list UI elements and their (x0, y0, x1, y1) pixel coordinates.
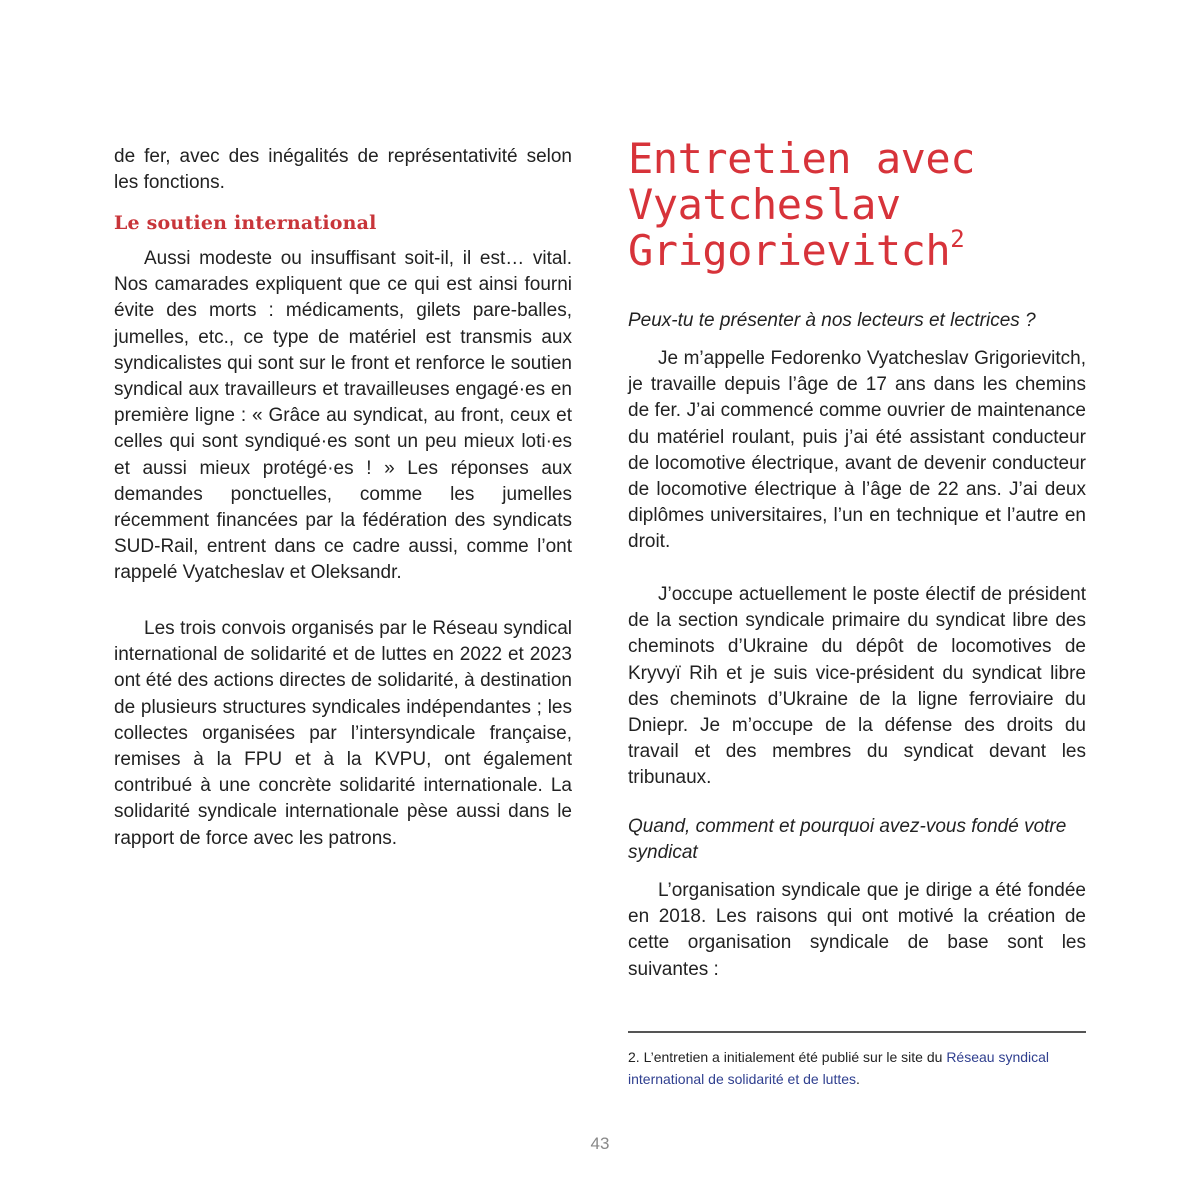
answer-1-paragraph-2: J’occupe actuellement le poste électif de président de la section syndicale primaire du syndicat libre des cheminots d’Ukraine du dépôt de locomotives de Kryvyï Rih et je suis vice-président du syndicat libre des cheminots d’Ukraine de la ligne ferroviaire du Dniepr. Je m’occupe de la défense des droits du travail et des membres du syndicat devant les tribunaux. (628, 584, 1086, 789)
footnote-link[interactable]: Réseau syndical international de solidarité et de luttes (628, 1049, 1050, 1087)
footnote-end: . (856, 1071, 860, 1087)
title-line-2: Vyatcheslav (628, 180, 901, 229)
title-line-1: Entretien avec (628, 134, 976, 183)
paragraph-international-support: Aussi modeste ou insuffisant soit-il, il est… vital. Nos camarades expliquent que ce qui est ainsi fourni évite des morts : médicaments, gilets pare-balles, jumelles, etc., ce type de matériel est transmis aux syndicalistes qui sont sur le front et renforce le soutien syndical aux travailleurs et travailleuses engagé·es en première ligne : « Grâce au syndicat, au front, ceux et celles qui sont syndiqué·es sont un peu mieux loti·es et aussi mieux protégé·es ! » Les réponses aux demandes ponctuelles, comme les jumelles récemment financées par la fédération des syndicats SUD-Rail, entrent dans ce cadre aussi, comme l’ont rappelé Vyatcheslav et Oleksandr. (114, 248, 572, 584)
paragraph-intro: de fer, avec des inégalités de représentativité selon les fonctions. (114, 146, 572, 194)
footnote-divider (628, 1031, 1086, 1033)
title-line-3: Grigorievitch (628, 226, 951, 275)
footnote (628, 1046, 1086, 1090)
page-number: 43 (590, 1134, 610, 1153)
answer-2-paragraph: L’organisation syndicale que je dirige a été fondée en 2018. Les raisons qui ont motivé la création de cette organisation syndicale de base sont les suivantes : (628, 880, 1086, 980)
question-2: Quand, comment et pourquoi avez-vous fondé votre syndicat (628, 816, 1067, 863)
question-1: Peux-tu te présenter à nos lecteurs et lectrices ? (628, 310, 1036, 331)
footnote-text: 2. L’entretien a initialement été publié sur le site du (628, 1049, 947, 1065)
footnote-ref[interactable]: 2 (950, 225, 965, 253)
section-heading: Le soutien international (114, 212, 377, 234)
answer-1-paragraph-1: Je m’appelle Fedorenko Vyatcheslav Grigorievitch, je travaille depuis l’âge de 17 ans dans les chemins de fer. J’ai commencé comme ouvrier de maintenance du matériel roulant, puis j’ai été assistant conducteur de locomotive électrique, avant de devenir conducteur de locomotive électrique à l’âge de 22 ans. J’ai deux diplômes universitaires, l’un en technique et l’autre en droit. (628, 348, 1086, 553)
interview-title (628, 136, 1098, 274)
paragraph-convoys: Les trois convois organisés par le Réseau syndical international de solidarité et de luttes en 2022 et 2023 ont été des actions directes de solidarité, à destination de plusieurs structures syndicales indépendantes ; les collectes organisées par l’intersyndicale française, remises à la FPU et à la KVPU, ont également contribué à une concrète solidarité internationale. La solidarité syndicale internationale pèse aussi dans le rapport de force avec les patrons. (114, 618, 572, 849)
